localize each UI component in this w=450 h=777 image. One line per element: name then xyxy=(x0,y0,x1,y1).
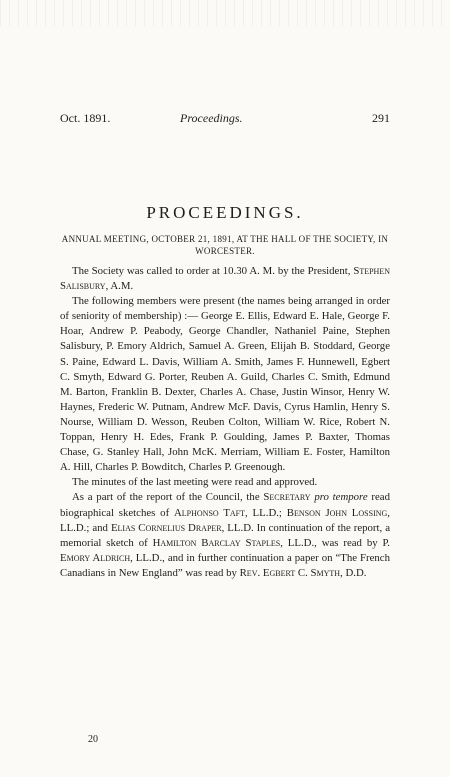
call-to-order-text: The Society was called to order at 10.30 A. M. by the President, xyxy=(72,265,351,277)
meeting-heading: ANNUAL MEETING, OCTOBER 21, 1891, AT THE HALL OF THE SOCIETY, IN WORCESTER. xyxy=(61,234,389,256)
report-text-1: As a part of the report of the Council, the xyxy=(72,491,260,504)
page-number: 291 xyxy=(372,111,390,125)
running-head-date: Oct. 1891. xyxy=(60,111,111,125)
report-text-4: , LL.D.; and xyxy=(60,506,390,534)
name-draper: Elias Cornelius Draper xyxy=(110,521,222,534)
members-intro: The following members were present (the names being arranged in order of seniority of membership) :— xyxy=(60,295,390,323)
body-text xyxy=(60,264,390,581)
signature-mark: 20 xyxy=(88,734,98,745)
name-lossing: Benson John Lossing xyxy=(286,506,388,519)
report-text-5: , LL.D. In continuation of the report, a memorial sketch of xyxy=(60,521,390,549)
report-text-3: , LL.D.; xyxy=(245,506,282,519)
page-title: PROCEEDINGS. xyxy=(146,203,304,222)
paragraph-council-report xyxy=(60,490,390,581)
running-head xyxy=(60,110,390,126)
report-text-6: , LL.D., was read by xyxy=(280,536,378,549)
paragraph-minutes: The minutes of the last meeting were read and approved. xyxy=(72,476,318,489)
name-aldrich: P. Emory Aldrich xyxy=(60,536,391,564)
president-name: Stephen Salisbury, A.M. xyxy=(60,265,390,293)
report-text-8: , D.D. xyxy=(340,566,367,579)
name-smyth: Rev. Egbert C. Smyth xyxy=(239,566,341,579)
members-list: George E. Ellis, Edward E. Hale, George F. Hoar, Andrew P. Peabody, George Chandler, Nathaniel Paine, Stephen Salisbury, P. Emory Aldrich, Samuel A. Green, Elijah B. Stoddard, George S. Paine, Edward L. Davis, William A. Smith, James F. Hunnewell, Egbert C. Smyth, Edward G. Porter, Reuben A. Guild, Charles C. Smith, Edmund M. Barton, Franklin B. Dexter, Charles A. Chase, Justin Winsor, Henry W. Haynes, Frederic W. Putnam, Andrew McF. Davis, Cyrus Hamlin, Henry S. Nourse, William D. Wesson, Reuben Colton, William W. Rice, Robert N. Toppan, Henry H. Edes, Frank P. Goulding, James P. Baxter, Thomas Chase, G. Stanley Hall, John McK. Merriam, William E. Foster, Hamilton A. Hill, Charles P. Bowditch, Charles P. Greenough. xyxy=(60,310,390,474)
pro-tempore: pro tempore xyxy=(314,491,368,504)
report-text-7: , LL.D., and in further continuation a paper on “The French Canadians in New England” was read by xyxy=(60,551,390,579)
paragraph-members xyxy=(60,294,390,475)
running-head-title: Proceedings. xyxy=(180,111,243,125)
paragraph-call-to-order xyxy=(60,264,390,294)
report-text-2: read biographical sketches of xyxy=(60,491,391,519)
page-top-edge xyxy=(0,0,450,26)
name-staples: Hamilton Barclay Staples xyxy=(152,536,281,549)
secretary-title: Secretary xyxy=(263,491,311,504)
name-taft: Alphonso Taft xyxy=(174,506,246,519)
